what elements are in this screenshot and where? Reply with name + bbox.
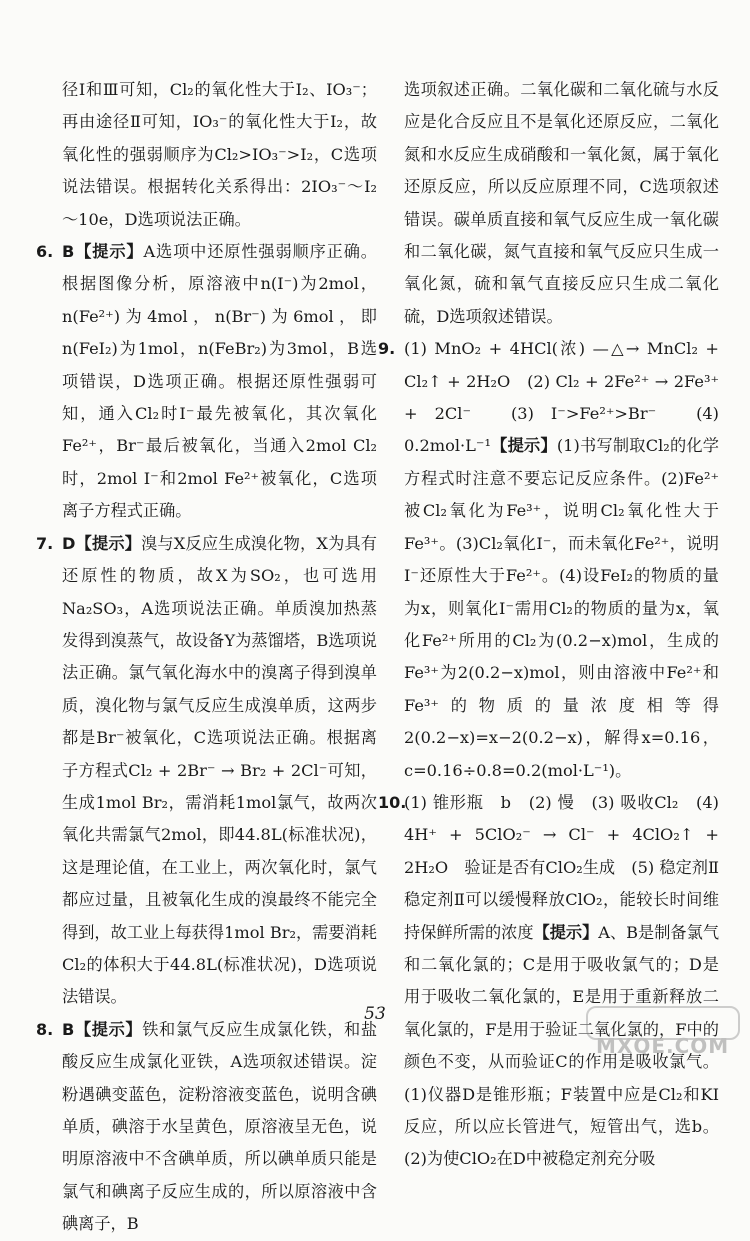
question-number: 7. [36, 533, 54, 553]
question-9 [378, 333, 719, 787]
question-8-continued: 选项叙述正确。二氧化碳和二氧化硫与水反应是化合反应且不是氧化还原反应，二氧化氮和水反应生成硝酸和一氧化氮，属于氧化还原反应，所以反应原理不同，C选项叙述错误。碳单质直接和氧气反应生成一氧化碳和二氧化碳，氮气直接和氧气反应只生成一氧化氮，硫和氧气直接反应只生成二氧化硫，D选项叙述错误。 [404, 80, 719, 326]
watermark-text: MXQE.COM [596, 1034, 730, 1058]
answer-letter: B [62, 242, 75, 262]
answer-letter: D [62, 533, 76, 553]
question-number: 9. [378, 339, 396, 359]
explanation: (1)书写制取Cl₂的化学方程式时注意不要忘记反应条件。(2)Fe²⁺被Cl₂氧化为Fe³⁺，说明Cl₂氧化性大于Fe³⁺。(3)Cl₂氧化I⁻，而未氧化Fe²⁺，说明I⁻还原性大于Fe²⁺。(4)设FeI₂的物质的量为x，则氧化I⁻需用Cl₂的物质的量为x，氧化Fe²⁺所用的Cl₂为(0.2−x)mol，生成的Fe³⁺为2(0.2−x)mol，则由溶液中Fe²⁺和Fe³⁺的物质的量浓度相等得2(0.2−x)=x−2(0.2−x)，解得x=0.16，c=0.16÷0.8=0.2(mol·L⁻¹)。 [404, 436, 719, 780]
intro-paragraph: 径Ⅰ和Ⅲ可知，Cl₂的氧化性大于I₂、IO₃⁻；再由途径Ⅱ可知，IO₃⁻的氧化性大于I₂，故氧化性的强弱顺序为Cl₂>IO₃⁻>I₂，C选项说法错误。根据转化关系得出：2IO₃⁻～I₂～10e，D选项说法正确。 [62, 80, 377, 229]
hint-label: 【提示】 [490, 436, 557, 456]
question-number: 10. [378, 792, 407, 812]
explanation: A选项中还原性强弱顺序正确。根据图像分析，原溶液中n(I⁻)为2mol，n(Fe²⁺)为4mol，n(Br⁻)为6mol，即n(FeI₂)为1mol，n(FeBr₂)为3mol，B选项错误，D选项正确。根据还原性强弱可知，通入Cl₂时I⁻最先被氧化，其次氧化Fe²⁺，Br⁻最后被氧化，当通入2mol Cl₂时，2mol I⁻和2mol Fe²⁺被氧化，C选项离子方程式正确。 [62, 242, 377, 521]
answer-letter: B [62, 1019, 75, 1039]
answers: (1) 锥形瓶 b (2) 慢 (3) 吸收Cl₂ (4) 4H⁺ + 5ClO₂⁻ → Cl⁻ + 4ClO₂↑ + 2H₂O 验证是否有ClO₂生成 (5) 稳定剂Ⅱ 稳定剂Ⅱ可以缓慢释放ClO₂，能较长时间维持保鲜所需的浓度 [404, 792, 736, 942]
hint-label: 【提示】 [75, 533, 142, 553]
question-7 [36, 528, 377, 1014]
hint-label: 【提示】 [533, 922, 599, 942]
question-6 [36, 236, 377, 528]
explanation: 溴与X反应生成溴化物，X为具有还原性的物质，故X为SO₂，也可选用Na₂SO₃，A选项说法正确。单质溴加热蒸发得到溴蒸气，故设备Y为蒸馏塔，B选项说法正确。氯气氧化海水中的溴离子得到溴单质，溴化物与氯气反应生成溴单质，这两步都是Br⁻被氧化，C选项说法正确。根据离子方程式Cl₂ + 2Br⁻ → Br₂ + 2Cl⁻可知，生成1mol Br₂，需消耗1mol氯气，故两次氧化共需氯气2mol，即44.8L(标准状况)，这是理论值，在工业上，两次氧化时，氯气都应过量，且被氧化生成的溴最终不能完全得到，故工业上每获得1mol Br₂，需要消耗Cl₂的体积大于44.8L(标准状况)，D选项说法错误。 [62, 533, 377, 1007]
watermark-logo [586, 1006, 736, 1058]
explanation: 铁和氯气反应生成氯化铁，和盐酸反应生成氯化亚铁，A选项叙述错误。淀粉遇碘变蓝色，淀粉溶液变蓝色，说明含碘单质，碘溶于水呈黄色，原溶液呈无色，说明原溶液中不含碘单质，所以碘单质只能是氯气和碘离子反应生成的，所以原溶液中含碘离子，B [62, 1019, 378, 1234]
question-8 [36, 1014, 378, 1241]
answers: (1) MnO₂ + 4HCl(浓) —△→ MnCl₂ + Cl₂↑ + 2H₂O (2) Cl₂ + 2Fe²⁺ → 2Fe³⁺ + 2Cl⁻ (3) I⁻>Fe²⁺>Br⁻ (4) 0.2mol·L⁻¹ [404, 339, 719, 456]
page-number: 53 [364, 1004, 386, 1024]
hint-label: 【提示】 [74, 242, 144, 262]
left-column [36, 74, 378, 1241]
question-10 [378, 787, 736, 1176]
question-number: 6. [36, 242, 54, 262]
hint-label: 【提示】 [74, 1019, 143, 1039]
explanation: A、B是制备氯气和二氧化氯的；C是用于吸收氯气的；D是用于吸收二氧化氯的，E是用于重新释放二氧化氯的，F是用于验证二氧化氯的，F中的颜色不变，从而验证C的作用是吸收氯气。(1)仪器D是锥形瓶；F装置中应是Cl₂和KI反应，所以应长管进气，短管出气，选b。(2)为使ClO₂在D中被稳定剂充分吸 [404, 922, 720, 1169]
question-number: 8. [36, 1019, 54, 1039]
